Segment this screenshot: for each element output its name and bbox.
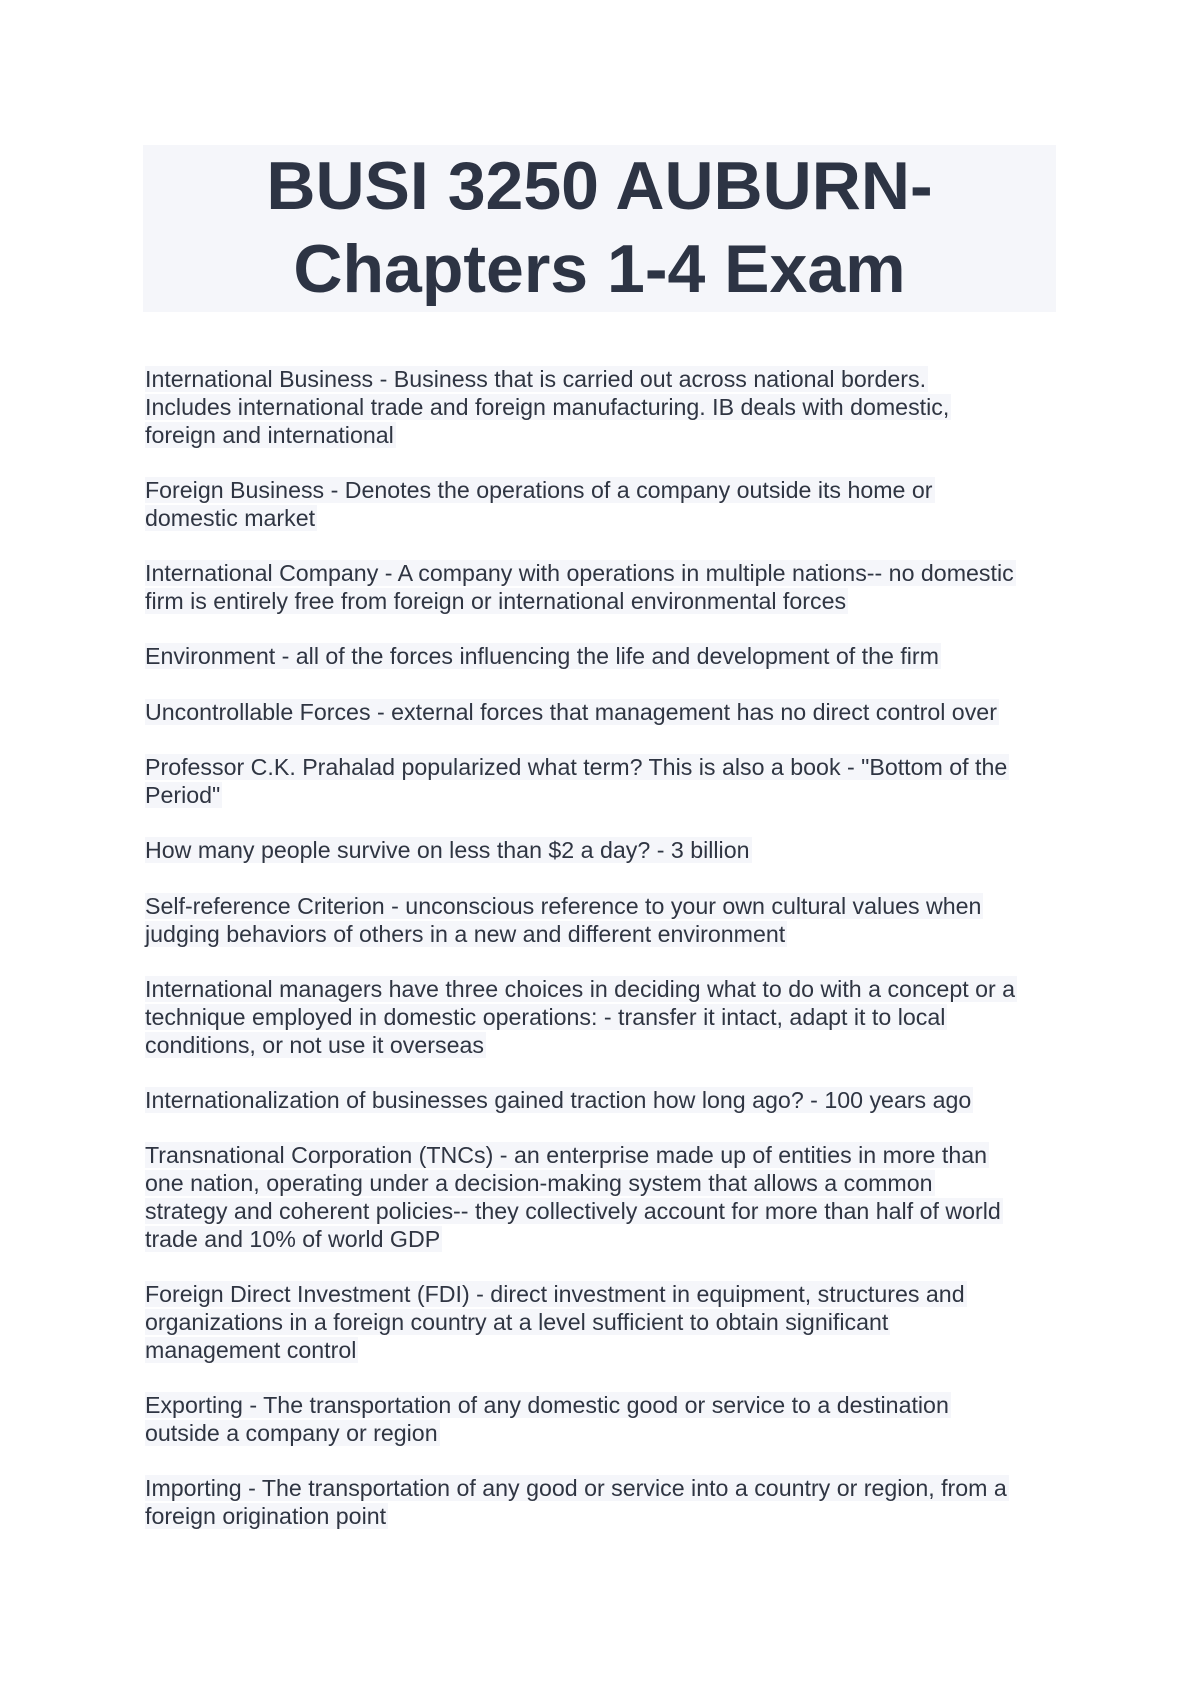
entry-line bbox=[145, 699, 1065, 727]
flashcard-entry bbox=[145, 560, 1065, 616]
entry-line bbox=[145, 1475, 1065, 1503]
entry-line bbox=[145, 1503, 1065, 1531]
entry-line-text: Uncontrollable Forces - external forces that management has no direct control over bbox=[145, 698, 997, 725]
entry-line bbox=[145, 893, 1065, 921]
entry-line-text: Period" bbox=[145, 781, 221, 808]
entry-line bbox=[145, 366, 1065, 394]
entry-line bbox=[145, 1198, 1065, 1226]
entry-line-text: Foreign Direct Investment (FDI) - direct investment in equipment, structures and bbox=[145, 1281, 965, 1308]
flashcard-entry bbox=[145, 1087, 1065, 1115]
flashcard-entry bbox=[145, 837, 1065, 865]
entry-line-text: Importing - The transportation of any good or service into a country or region, from a bbox=[145, 1475, 1007, 1502]
entry-line-text: one nation, operating under a decision-making system that allows a common bbox=[145, 1170, 933, 1197]
entry-line-text: Self-reference Criterion - unconscious reference to your own cultural values when bbox=[145, 892, 982, 919]
entry-line-text: International Company - A company with operations in multiple nations-- no domestic bbox=[145, 560, 1014, 587]
entry-line-text: firm is entirely free from foreign or international environmental forces bbox=[145, 587, 847, 614]
entry-line-text: Environment - all of the forces influencing the life and development of the firm bbox=[145, 643, 939, 670]
flashcard-entry bbox=[145, 1281, 1065, 1364]
entry-line-text: management control bbox=[145, 1336, 357, 1363]
entry-line bbox=[145, 1170, 1065, 1198]
entry-line bbox=[145, 1281, 1065, 1309]
flashcard-entry bbox=[145, 699, 1065, 727]
entry-line bbox=[145, 1337, 1065, 1365]
entry-line-text: judging behaviors of others in a new and different environment bbox=[145, 920, 786, 947]
entry-line bbox=[145, 837, 1065, 865]
entry-line bbox=[145, 560, 1065, 588]
entry-line bbox=[145, 1420, 1065, 1448]
title-line-2: Chapters 1-4 Exam bbox=[293, 231, 906, 307]
entry-line bbox=[145, 422, 1065, 450]
flashcard-entry bbox=[145, 366, 1065, 449]
entry-line-text: domestic market bbox=[145, 504, 316, 531]
entry-line-text: foreign and international bbox=[145, 421, 394, 448]
entry-line bbox=[145, 477, 1065, 505]
flashcard-entry bbox=[145, 1475, 1065, 1531]
entry-line-text: Includes international trade and foreign manufacturing. IB deals with domestic, bbox=[145, 393, 950, 420]
entry-line-text: Internationalization of businesses gained traction how long ago? - 100 years ago bbox=[145, 1086, 972, 1113]
entry-line bbox=[145, 976, 1065, 1004]
entry-line bbox=[145, 505, 1065, 533]
flashcard-entry bbox=[145, 643, 1065, 671]
entry-line-text: outside a company or region bbox=[145, 1419, 438, 1446]
flashcard-entry bbox=[145, 477, 1065, 533]
entry-line-text: International Business - Business that is carried out across national borders. bbox=[145, 366, 927, 392]
flashcard-entry bbox=[145, 1392, 1065, 1448]
entry-line-text: Exporting - The transportation of any domestic good or service to a destination bbox=[145, 1392, 949, 1419]
title-line-1: BUSI 3250 AUBURN- bbox=[266, 148, 933, 224]
entry-line-text: foreign origination point bbox=[145, 1503, 387, 1530]
entry-line-text: Foreign Business - Denotes the operations of a company outside its home or bbox=[145, 476, 933, 503]
entry-line-text: conditions, or not use it overseas bbox=[145, 1031, 484, 1058]
entry-line bbox=[145, 1032, 1065, 1060]
flashcard-list bbox=[145, 366, 1065, 1558]
entry-line bbox=[145, 394, 1065, 422]
entry-line bbox=[145, 782, 1065, 810]
entry-line-text: International managers have three choices in deciding what to do with a concept or a bbox=[145, 975, 1016, 1002]
entry-line-text: technique employed in domestic operations: - transfer it intact, adapt it to local bbox=[145, 1003, 946, 1030]
flashcard-entry bbox=[145, 893, 1065, 949]
flashcard-entry bbox=[145, 976, 1065, 1059]
title-block bbox=[143, 145, 1056, 312]
entry-line-text: Transnational Corporation (TNCs) - an enterprise made up of entities in more than bbox=[145, 1142, 988, 1169]
entry-line bbox=[145, 921, 1065, 949]
flashcard-entry bbox=[145, 1142, 1065, 1253]
entry-line bbox=[145, 754, 1065, 782]
entry-line-text: strategy and coherent policies-- they collectively account for more than half of world bbox=[145, 1197, 1001, 1224]
entry-line bbox=[145, 1309, 1065, 1337]
entry-line bbox=[145, 1226, 1065, 1254]
flashcard-entry bbox=[145, 754, 1065, 810]
entry-line-text: trade and 10% of world GDP bbox=[145, 1225, 441, 1252]
entry-line-text: organizations in a foreign country at a level sufficient to obtain significant bbox=[145, 1308, 889, 1335]
entry-line bbox=[145, 1087, 1065, 1115]
entry-line bbox=[145, 1004, 1065, 1032]
entry-line-text: How many people survive on less than $2 a day? - 3 billion bbox=[145, 837, 750, 864]
entry-line bbox=[145, 1392, 1065, 1420]
entry-line-text: Professor C.K. Prahalad popularized what term? This is also a book - "Bottom of the bbox=[145, 754, 1008, 781]
entry-line bbox=[145, 588, 1065, 616]
entry-line bbox=[145, 1142, 1065, 1170]
entry-line bbox=[145, 643, 1065, 671]
